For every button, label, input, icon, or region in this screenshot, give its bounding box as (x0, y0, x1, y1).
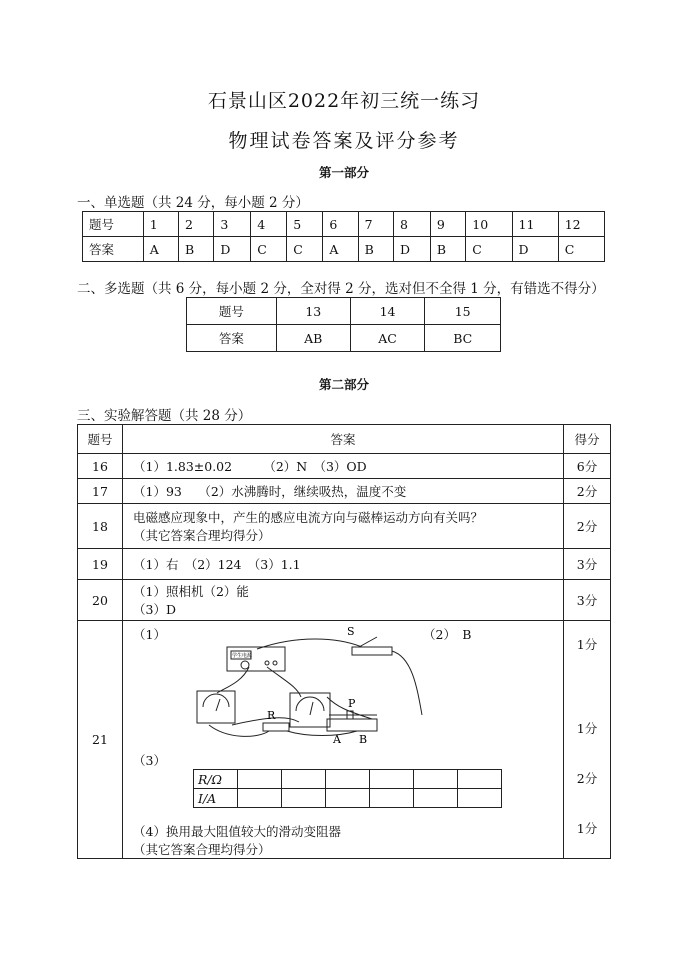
table-cell (414, 789, 458, 808)
table-cell (326, 789, 370, 808)
table-cell: AC (350, 325, 425, 352)
label-b: B (359, 733, 368, 745)
answer-cell (123, 621, 564, 859)
table-cell (238, 789, 282, 808)
row-label: 答案 (187, 325, 277, 352)
table-cell: 11 (512, 212, 558, 237)
table-row (78, 454, 611, 479)
table-row (194, 770, 502, 789)
wire (209, 725, 269, 736)
table-cell: C (466, 237, 512, 262)
wire (287, 731, 357, 736)
table-cell: 5 (287, 212, 323, 237)
answer-text: （4）换用最大阻值较大的滑动变阻器 (133, 824, 341, 839)
row-label: 答案 (83, 237, 144, 262)
table-cell (282, 789, 326, 808)
table-cell (458, 770, 502, 789)
table-cell: C (558, 237, 604, 262)
switch (352, 647, 392, 655)
table-cell: A (323, 237, 358, 262)
supply-knob (241, 661, 249, 669)
supply-terminal (265, 661, 269, 665)
score: 3分 (564, 580, 611, 621)
table-cell: 12 (558, 212, 604, 237)
q21-part3 (133, 751, 557, 808)
table-row (83, 212, 605, 237)
label-a: A (333, 733, 341, 745)
score: 3分 (564, 549, 611, 580)
table-row (78, 549, 611, 580)
single-choice-table (82, 211, 605, 262)
table-cell (414, 770, 458, 789)
question-number: 19 (78, 549, 123, 580)
score: 2分 (564, 479, 611, 504)
meter-needle (310, 702, 313, 715)
q21-part4 (133, 822, 557, 858)
table-row (187, 325, 501, 352)
table-cell: B (430, 237, 465, 262)
meter-scale (203, 694, 229, 707)
part1-label: 第一部分 (318, 165, 369, 180)
answer-text: （3）D (133, 602, 176, 617)
wire (392, 651, 422, 715)
column-header-score: 得分 (564, 425, 611, 454)
table-cell: BC (425, 325, 501, 352)
score-cell (564, 621, 611, 859)
table-cell (370, 770, 414, 789)
resistor (263, 723, 289, 731)
table-cell: AB (276, 325, 350, 352)
table-cell (282, 770, 326, 789)
table-cell: 6 (323, 212, 358, 237)
question-number: 18 (78, 504, 123, 549)
score: 2分 (576, 771, 598, 786)
section3-heading: 三、实验解答题（共 28 分） (77, 408, 252, 424)
question-number: 20 (78, 580, 123, 621)
rheostat (327, 719, 377, 731)
answer-text: （1）照相机（2）能 (133, 584, 249, 599)
table-row (78, 580, 611, 621)
part2-label: 第二部分 (318, 377, 369, 392)
section1-heading: 一、单选题（共 24 分，每小题 2 分） (77, 195, 309, 211)
row-label-r: R/Ω (194, 770, 238, 789)
table-row (194, 789, 502, 808)
label-s: S (347, 627, 355, 638)
score: 6分 (564, 454, 611, 479)
answer-text: （2） B (423, 627, 472, 642)
experiment-table (77, 424, 611, 859)
score: 2分 (564, 504, 611, 549)
table-cell: 4 (251, 212, 287, 237)
multi-choice-table (186, 297, 501, 352)
table-row (78, 504, 611, 549)
table-cell: C (287, 237, 323, 262)
table-cell: A (143, 237, 178, 262)
meter-scale (296, 697, 324, 711)
table-cell: 10 (466, 212, 512, 237)
question-number: 17 (78, 479, 123, 504)
answer-text: 电磁感应现象中，产生的感应电流方向与磁棒运动方向有关吗？ (133, 510, 484, 525)
table-cell (326, 770, 370, 789)
question-number: 16 (78, 454, 123, 479)
row-label-i: I/A (194, 789, 238, 808)
table-cell: 13 (276, 298, 350, 325)
table-row-q21 (78, 621, 611, 859)
table-row (187, 298, 501, 325)
label-p: P (348, 697, 356, 710)
table-cell: C (251, 237, 287, 262)
q21-part1 (133, 625, 557, 745)
answer-text: （1）1.83±0.02 （2）N （3）OD (123, 454, 564, 479)
answer-text: （1）93 （2）水沸腾时，继续吸热，温度不变 (123, 479, 564, 504)
page-title: 石景山区2022年初三统一练习 (207, 90, 481, 112)
answer-cell (123, 504, 564, 549)
answer-text: （1） (133, 627, 166, 642)
row-label: 题号 (83, 212, 144, 237)
supply-terminal (273, 661, 277, 665)
table-cell: 14 (350, 298, 425, 325)
table-cell (238, 770, 282, 789)
table-cell (370, 789, 414, 808)
table-cell: 2 (178, 212, 213, 237)
table-cell: 9 (430, 212, 465, 237)
table-cell: D (214, 237, 251, 262)
table-cell: 15 (425, 298, 501, 325)
score: 1分 (576, 637, 598, 652)
table-cell: D (394, 237, 431, 262)
table-cell: 8 (394, 212, 431, 237)
answer-text: （3） (133, 753, 166, 768)
table-cell: 7 (358, 212, 393, 237)
table-cell: B (178, 237, 213, 262)
table-cell: 3 (214, 212, 251, 237)
circuit-diagram (187, 627, 447, 745)
table-row (83, 237, 605, 262)
column-header-q: 题号 (78, 425, 123, 454)
table-header-row (78, 425, 611, 454)
section2-heading: 二、多选题（共 6 分，每小题 2 分，全对得 2 分，选对但不全得 1 分，有错选不得分） (77, 281, 605, 297)
data-record-table (193, 769, 502, 808)
score: 1分 (576, 721, 598, 736)
answer-note: （其它答案合理均得分） (133, 528, 271, 543)
question-number: 21 (78, 621, 123, 859)
answer-note: （其它答案合理均得分） (133, 842, 271, 857)
table-cell: B (358, 237, 393, 262)
score: 1分 (576, 821, 598, 836)
page-subtitle: 物理试卷答案及评分参考 (228, 130, 460, 152)
switch-blade (359, 637, 377, 647)
supply-label: 学生电源 (232, 653, 253, 659)
column-header-answer: 答案 (123, 425, 564, 454)
answer-text: （1）右 （2）124 （3）1.1 (123, 549, 564, 580)
row-label: 题号 (187, 298, 277, 325)
table-cell: D (512, 237, 558, 262)
answer-cell (123, 580, 564, 621)
meter-needle (216, 699, 220, 711)
label-r: R (267, 709, 276, 722)
table-row (78, 479, 611, 504)
table-cell: 1 (143, 212, 178, 237)
table-cell (458, 789, 502, 808)
